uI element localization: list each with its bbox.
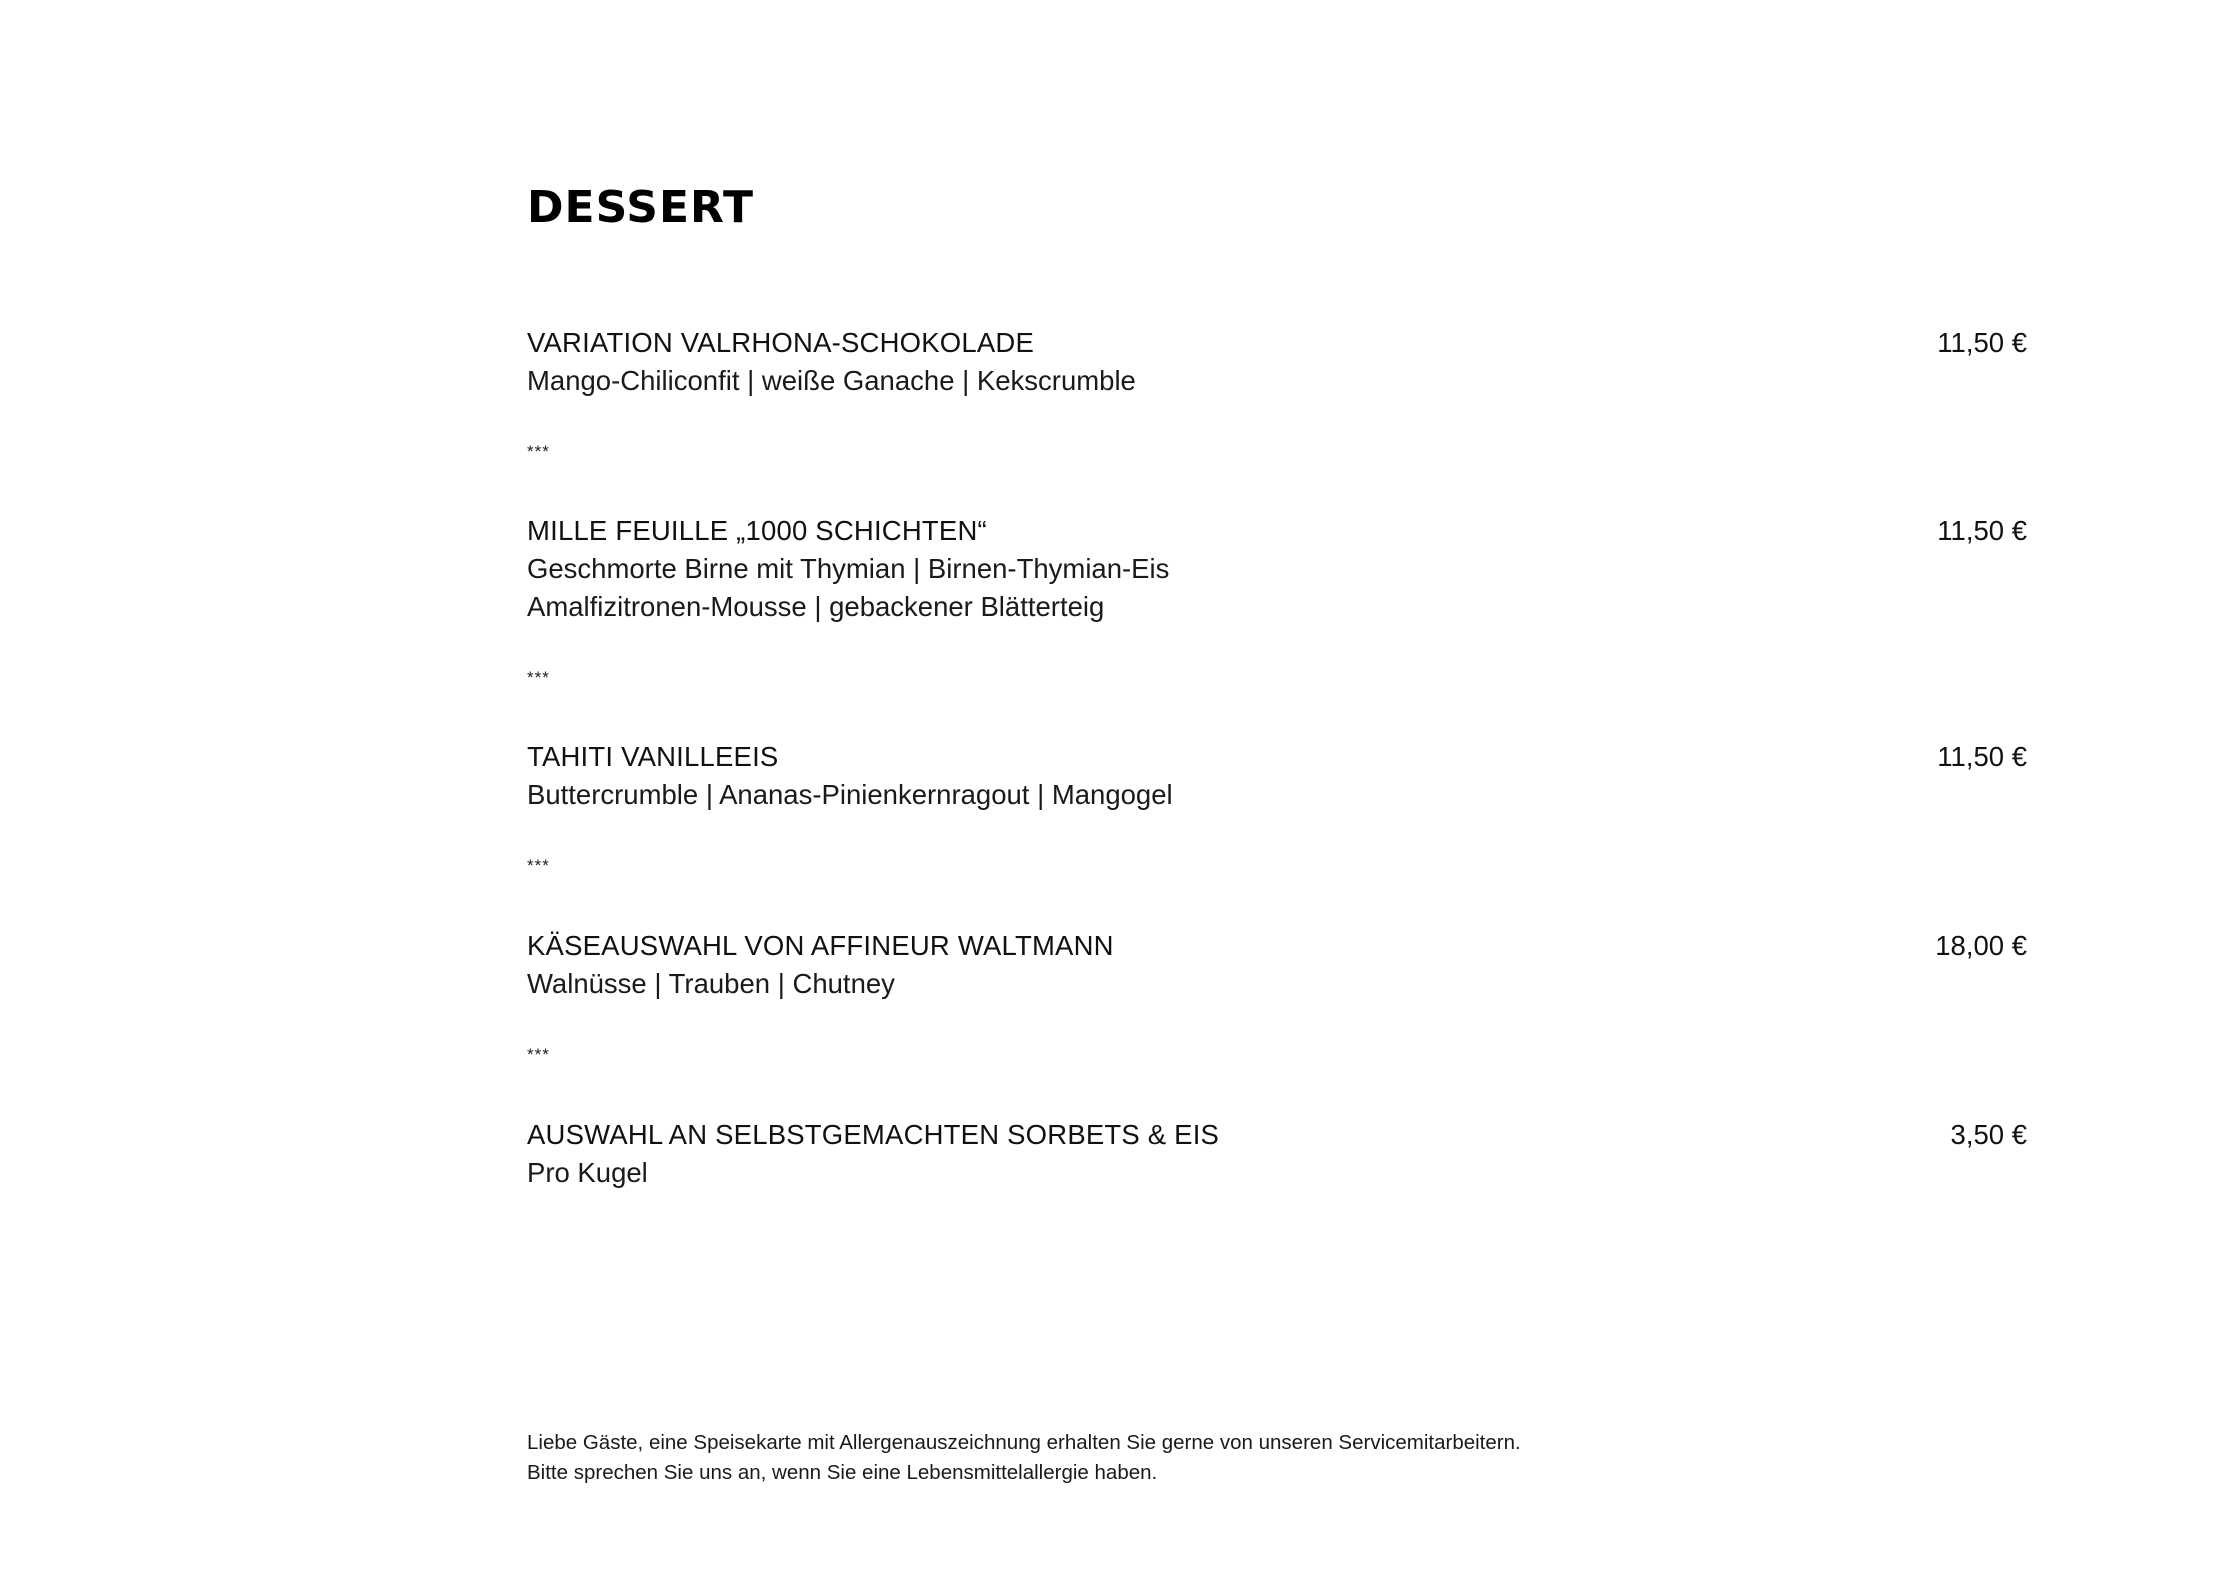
item-separator: *** <box>527 1045 550 1064</box>
menu-item-price: 11,50 € <box>1937 741 2027 772</box>
menu-item-description: Buttercrumble | Ananas-Pinienkernragout | Mangogel <box>527 779 1173 810</box>
allergen-notice-line: Bitte sprechen Sie uns an, wenn Sie eine Lebensmittelallergie haben. <box>527 1461 1158 1484</box>
menu-item-name: KÄSEAUSWAHL VON AFFINEUR WALTMANN <box>527 930 1114 961</box>
allergen-notice <box>527 1428 1521 1488</box>
menu-item-description: Amalfizitronen-Mousse | gebackener Blätterteig <box>527 591 1105 622</box>
menu-item-name: MILLE FEUILLE „1000 SCHICHTEN“ <box>527 515 987 546</box>
menu-item <box>527 738 2027 814</box>
menu-item-price: 11,50 € <box>1937 327 2027 358</box>
menu-item-description: Mango-Chiliconfit | weiße Ganache | Kekscrumble <box>527 365 1136 396</box>
menu-item <box>527 512 2027 626</box>
menu-item <box>527 927 2027 1003</box>
menu-item-price: 3,50 € <box>1950 1119 2027 1150</box>
page-title: DESSERT <box>527 182 754 233</box>
menu-item-name: VARIATION VALRHONA-SCHOKOLADE <box>527 327 1035 358</box>
menu-item-price: 18,00 € <box>1935 930 2027 961</box>
item-separator: *** <box>527 668 550 687</box>
menu-item-description: Walnüsse | Trauben | Chutney <box>527 968 895 999</box>
item-separator: *** <box>527 442 550 461</box>
menu-item-description: Pro Kugel <box>527 1157 648 1188</box>
menu-item <box>527 1116 2027 1192</box>
menu-item-name: TAHITI VANILLEEIS <box>527 741 779 772</box>
allergen-notice-line: Liebe Gäste, eine Speisekarte mit Allergenauszeichnung erhalten Sie gerne von unseren Servicemitarbeitern. <box>527 1431 1521 1454</box>
menu-item-name: AUSWAHL AN SELBSTGEMACHTEN SORBETS & EIS <box>527 1119 1220 1150</box>
item-separator: *** <box>527 856 550 875</box>
menu-item <box>527 324 2027 400</box>
menu-item-price: 11,50 € <box>1937 515 2027 546</box>
menu-item-description: Geschmorte Birne mit Thymian | Birnen-Thymian-Eis <box>527 553 1170 584</box>
